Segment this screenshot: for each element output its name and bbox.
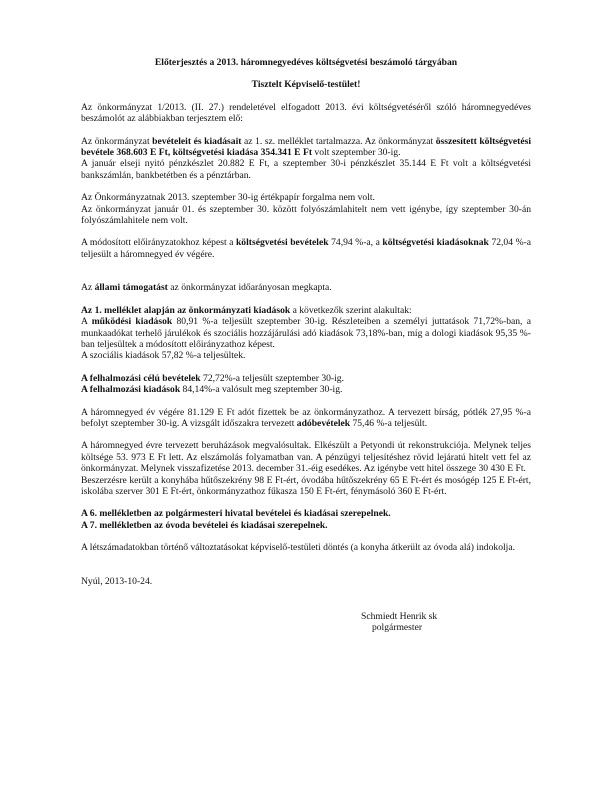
text-span: Az önkormányzat — [81, 135, 153, 147]
bold-span: bevételeit és kiadásait — [152, 135, 242, 147]
paragraph-expenditure-heading — [81, 305, 531, 316]
text-span: az 1. sz. melléklet tartalmazza. Az önkormányzat — [241, 135, 436, 147]
paragraph-operating-expenses — [81, 316, 531, 350]
bold-span: állami támogatást — [94, 282, 168, 294]
text-span: A háromnegyed év végére 81.129 E Ft adót fizettek be az önkormányzathoz. A tervezett bírság, pótlék 27,95 %-a befolyt szeptember 30-ig. A vizsgált időszakra tervezett — [81, 406, 531, 429]
text-span: 80,91 %-a teljesült szeptember 30-ig. Részleteiben a személyi juttatások 71,72%-ban, a munkaadókat terhelő járulékok és szociális hozzájárulási adó kiadások 73,18%-ban, míg a dologi kiadások 95,35 %-ban teljesültek a módosított előirányzathoz képest. — [81, 316, 531, 350]
paragraph-investments: A háromnegyed évre tervezett beruházások megvalósultak. Elkészült a Petyondi út rekonstrukciója. Melynek teljes költsége 53. 973 E Ft lett. Az elszámolás folyamatban van. A pénzügyi teljesítéshez rövid lejáratú hitelt vett fel az önkormányzat. Melynek visszafizetése 2013. december 31.-éig esedékes. Az igénybe vett hitel összege 30 430 E Ft. — [81, 440, 531, 475]
document-page — [81, 0, 531, 674]
text-span: volt szeptember 30-ig. — [312, 147, 401, 159]
text-span: 72,04 %-a teljesült a háromnegyed év végére. — [81, 237, 532, 260]
paragraph-annex-7 — [81, 520, 531, 531]
bold-span: Az 1. melléklet alapján az önkormányzati kiadások — [81, 304, 291, 316]
paragraph-capital-revenues — [81, 373, 531, 384]
text-span: Az — [81, 282, 95, 294]
text-span: 75,46 %-a teljesült. — [350, 417, 428, 429]
intro-paragraph: Az önkormányzat 1/2013. (II. 27.) rendeletével elfogadott 2013. évi költségvetéséről szóló háromnegyedéves beszámolót az alábbiakban terjesztem elő: — [81, 101, 531, 125]
paragraph-purchases: Beszerzésre került a konyhába hűtőszekrény 98 E Ft-ért, óvodába hűtőszekrény 65 E Ft-ért és mosógép 125 E Ft-ért, iskolába szerver 301 E Ft-ért, önkormányzathoz fűkasza 150 E Ft-ért, fénymásoló 360 E Ft-ért. — [81, 474, 531, 497]
bold-span: A felhalmozási kiadások — [81, 384, 181, 396]
paragraph-tax-revenues — [81, 407, 531, 430]
bold-span: működési kiadások — [91, 316, 173, 328]
bold-span: A felhalmozási célú bevételek — [81, 372, 201, 384]
text-span: 72,72%-a teljesült szeptember 30-ig. — [200, 372, 344, 384]
paragraph-cash-balance: A január elseji nyitó pénzkészlet 20.882 E Ft, a szeptember 30-i pénzkészlet 35.144 E Ft volt a költségvetési bankszámlán, bankbetétben és a pénztárban. — [81, 158, 531, 181]
paragraph-state-support — [81, 282, 531, 293]
bold-span: A 6. mellékletben az polgármesteri hivatal bevételei és kiadásai szerepelnek. — [81, 508, 391, 520]
signature-block — [361, 611, 438, 634]
text-span: 74,94 %-a, a — [328, 237, 383, 249]
text-span: A — [81, 316, 92, 328]
text-span: A módosított előirányzatokhoz képest a — [81, 237, 236, 249]
signature-title: polgármester — [371, 622, 423, 634]
text-span: a következők szerint alakultak: — [290, 304, 412, 316]
bold-span: adóbevételek — [296, 417, 351, 429]
bold-span: összesített költségvetési bevétele 368.603 E Ft, költségvetési kiadása 354.341 E Ft — [81, 135, 532, 159]
text-span: az önkormányzat időarányosan megkapta. — [167, 282, 332, 294]
paragraph-securities: Az Önkormányzatnak 2013. szeptember 30-ig értékpapír forgalma nem volt. — [81, 192, 375, 204]
text-span: 84,14%-a valósult meg szeptember 30-ig. — [180, 384, 343, 396]
paragraph-capital-expenses — [81, 384, 531, 395]
paragraph-headcount: A létszámadatokban történő változtatásokat képviselő-testületi döntés (a konyha átkerült az óvoda alá) indokolja. — [81, 542, 515, 554]
paragraph-revenues-expenditures — [81, 136, 531, 159]
paragraph-annex-6 — [81, 508, 531, 519]
bold-span: A 7. mellékletben az óvoda bevételei és kiadásai szerepelnek. — [81, 519, 328, 531]
paragraph-social-expenses: A szociális kiadások 57,82 %-a teljesültek. — [81, 350, 246, 362]
paragraph-fulfilment — [81, 237, 531, 260]
salutation: Tisztelt Képviselő-testület! — [251, 79, 361, 91]
signature-name: Schmiedt Henrik sk — [361, 611, 438, 622]
paragraph-overdraft: Az önkormányzat január 01. és szeptember 30. között folyószámlahitelt nem vett igénybe, így szeptember 30-án folyószámlahitele nem volt. — [81, 203, 531, 227]
bold-span: költségvetési kiadásoknak — [382, 237, 489, 249]
bold-span: költségvetési bevételek — [235, 237, 329, 249]
document-title: Előterjesztés a 2013. háromnegyedéves költségvetési beszámoló tárgyában — [154, 57, 458, 68]
date-line: Nyúl, 2013-10-24. — [81, 575, 153, 587]
